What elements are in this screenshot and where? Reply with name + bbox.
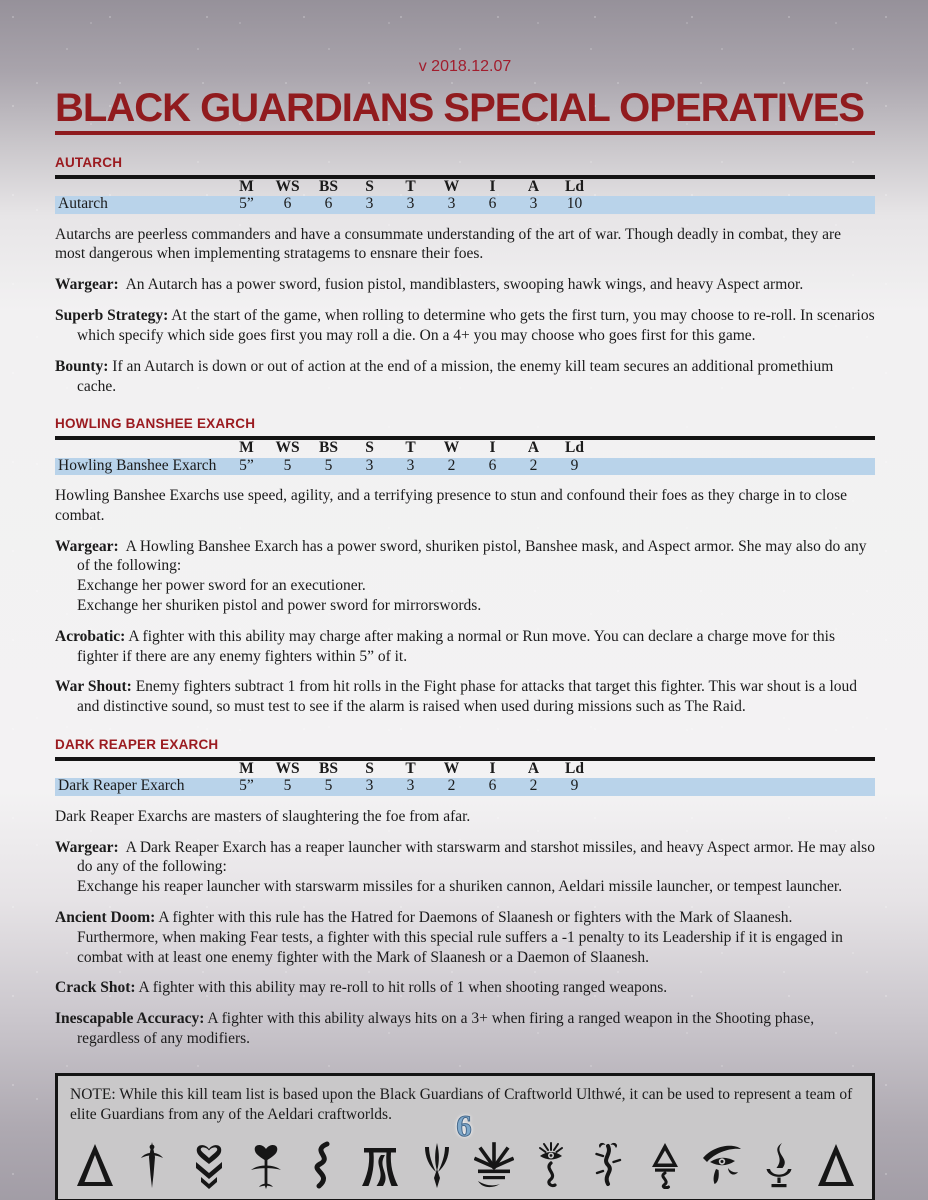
ability-text: A fighter with this ability may charge after making a normal or Run move. You can declare a charge move for this fighter if there are any enemy fighters within 5” of it. bbox=[77, 627, 835, 665]
stat-header-row bbox=[55, 177, 875, 196]
col-header: Ld bbox=[565, 760, 584, 778]
ability-label: Crack Shot: bbox=[55, 979, 136, 997]
rune-spirit-sword-icon bbox=[132, 1141, 172, 1189]
rune-flame-serpent-icon bbox=[303, 1141, 343, 1189]
col-header: M bbox=[239, 439, 254, 457]
stat-table-howling-banshee bbox=[55, 436, 875, 475]
wargear-option: Exchange her power sword for an executioner. bbox=[77, 577, 366, 595]
fighter-name: Autarch bbox=[55, 196, 226, 213]
col-header: S bbox=[365, 439, 374, 457]
col-header: T bbox=[405, 439, 416, 457]
stat-cell: 5 bbox=[308, 458, 349, 475]
col-header: BS bbox=[319, 439, 338, 457]
stat-cell: 5” bbox=[226, 196, 267, 213]
rune-heart-ankh-icon bbox=[246, 1141, 286, 1189]
ability-label: Wargear: bbox=[55, 537, 119, 555]
col-header: Ld bbox=[565, 178, 584, 195]
stat-cell: 9 bbox=[554, 778, 595, 795]
rune-radiant-eye-icon bbox=[531, 1141, 571, 1189]
section-intro: Howling Banshee Exarchs use speed, agility, and a terrifying presence to stun and confound their foes as they charge in to close combat. bbox=[55, 486, 847, 524]
wargear-option: Exchange her shuriken pistol and power sword for mirrorswords. bbox=[77, 597, 482, 614]
section-header: HOWLING BANSHEE EXARCH bbox=[55, 416, 256, 432]
page-title: BLACK GUARDIANS SPECIAL OPERATIVES bbox=[55, 88, 875, 135]
section-intro: Dark Reaper Exarchs are masters of slaughtering the foe from afar. bbox=[55, 807, 471, 825]
rune-claw-icon bbox=[417, 1141, 457, 1189]
stat-cell: 3 bbox=[390, 458, 431, 475]
col-header: W bbox=[443, 178, 460, 195]
ability-text: At the start of the game, when rolling to determine who gets the first turn, you may choose to re-roll. In scenarios which specify which side goes first you may roll a die. On a 4+ you may choose who goes first for this game. bbox=[77, 307, 875, 344]
rune-serpent-triangle-icon bbox=[645, 1141, 685, 1189]
ability-wargear bbox=[55, 838, 875, 897]
col-header: W bbox=[443, 760, 460, 778]
section-header: DARK REAPER EXARCH bbox=[55, 737, 219, 753]
ability-ancient-doom bbox=[55, 908, 875, 967]
stat-cell: 6 bbox=[472, 458, 513, 475]
stat-cell: 3 bbox=[390, 196, 431, 213]
ability-text: An Autarch has a power sword, fusion pistol, mandiblasters, swooping hawk wings, and heavy Aspect armor. bbox=[125, 276, 804, 294]
col-header: A bbox=[527, 760, 540, 778]
ability-text: A fighter with this rule has the Hatred for Daemons of Slaanesh or fighters with the Mark of Slaanesh. Furthermore, when making Fear tests, a fighter with this special rule suffers a -1 penalty to its Leadership if it is engaged in combat with at least one enemy fighter with the Mark of Slaanesh or a Daemon of Slaanesh. bbox=[77, 908, 843, 966]
col-header: T bbox=[405, 760, 416, 778]
stat-cell: 3 bbox=[390, 778, 431, 795]
stat-table-autarch bbox=[55, 175, 875, 214]
section-header: AUTARCH bbox=[55, 155, 123, 170]
ability-label: War Shout: bbox=[55, 678, 132, 696]
ability-wargear bbox=[55, 537, 875, 616]
col-header: BS bbox=[319, 178, 338, 195]
ability-label: Acrobatic: bbox=[55, 627, 126, 645]
stat-col-spacer bbox=[55, 177, 226, 196]
stat-cell: 5” bbox=[226, 778, 267, 795]
stat-cell: 5 bbox=[308, 778, 349, 795]
ability-acrobatic bbox=[55, 627, 875, 667]
note-text: NOTE: While this kill team list is based upon the Black Guardians of Craftworld Ulthwé, it can be used to represent a team of elite Guardians from any of the Aeldari craftworlds. bbox=[70, 1085, 853, 1124]
ability-wargear bbox=[55, 275, 875, 295]
page-content bbox=[55, 0, 875, 1200]
ability-label: Wargear: bbox=[55, 838, 119, 856]
ability-bounty bbox=[55, 357, 875, 397]
ability-text: A fighter with this ability may re-roll to hit rolls of 1 when shooting ranged weapons. bbox=[138, 979, 668, 997]
stat-data-row bbox=[55, 778, 875, 795]
ability-label: Bounty: bbox=[55, 357, 109, 375]
ability-label: Wargear: bbox=[55, 276, 119, 294]
stat-cell: 3 bbox=[431, 196, 472, 213]
stat-cell: 2 bbox=[431, 458, 472, 475]
col-header: I bbox=[489, 439, 496, 457]
ability-text: A Dark Reaper Exarch has a reaper launcher with starswarm and starshot missiles, and heavy Aspect armor. He may also do any of the following: bbox=[77, 838, 875, 876]
ability-text: A fighter with this ability always hits on a 3+ when firing a ranged weapon in the Shooting phase, regardless of any modifiers. bbox=[77, 1010, 815, 1048]
stat-data-row bbox=[55, 196, 875, 213]
col-header: WS bbox=[275, 178, 300, 195]
col-header: T bbox=[405, 178, 416, 195]
rune-triangle-icon bbox=[816, 1141, 856, 1189]
stat-cell: 3 bbox=[349, 458, 390, 475]
section-autarch bbox=[55, 155, 875, 396]
stat-cell: 10 bbox=[554, 196, 595, 213]
col-header: WS bbox=[275, 439, 300, 457]
stat-header-row bbox=[55, 438, 875, 457]
stat-cell: 3 bbox=[349, 196, 390, 213]
ability-text: If an Autarch is down or out of action at the end of a mission, the enemy kill team secures an additional promethium cache. bbox=[77, 357, 834, 395]
col-header: M bbox=[239, 178, 254, 195]
ability-inescapable-accuracy bbox=[55, 1009, 875, 1049]
col-header: BS bbox=[319, 760, 338, 778]
section-intro: Autarchs are peerless commanders and have a consummate understanding of the art of war. Though deadly in combat, they are most dangerous when implementing stratagems to ensnare their foes. bbox=[55, 225, 842, 263]
wargear-option: Exchange his reaper launcher with starswarm missiles for a shuriken cannon, Aeldari missile launcher, or tempest launcher. bbox=[77, 878, 843, 896]
stat-cell: 5” bbox=[226, 458, 267, 475]
section-howling-banshee-exarch bbox=[55, 416, 875, 717]
ability-label: Ancient Doom: bbox=[55, 908, 156, 926]
stat-cell: 2 bbox=[431, 778, 472, 795]
stat-cell: 3 bbox=[513, 196, 554, 213]
col-header: W bbox=[443, 439, 460, 457]
col-header: A bbox=[527, 178, 540, 195]
stat-cell: 2 bbox=[513, 778, 554, 795]
rune-rising-sun-icon bbox=[474, 1141, 514, 1189]
ability-crack-shot bbox=[55, 978, 875, 998]
ability-text: A Howling Banshee Exarch has a power sword, shuriken pistol, Banshee mask, and Aspect armor. She may also do any of the following: bbox=[77, 537, 867, 575]
rune-triangle-icon bbox=[75, 1141, 115, 1189]
stat-cell: 6 bbox=[267, 196, 308, 213]
col-header: I bbox=[489, 178, 496, 195]
stat-cell: 9 bbox=[554, 458, 595, 475]
stat-cell: 2 bbox=[513, 458, 554, 475]
rune-gate-icon bbox=[360, 1141, 400, 1189]
rune-scorpion-icon bbox=[588, 1141, 628, 1189]
stat-cell: 6 bbox=[472, 196, 513, 213]
col-header: M bbox=[239, 760, 254, 778]
stat-header-row bbox=[55, 759, 875, 778]
col-header: Ld bbox=[565, 439, 584, 457]
fighter-name: Howling Banshee Exarch bbox=[55, 458, 226, 475]
col-header: I bbox=[489, 760, 496, 778]
rune-sacred-flame-icon bbox=[759, 1141, 799, 1189]
col-header: S bbox=[365, 178, 374, 195]
section-dark-reaper-exarch bbox=[55, 737, 875, 1049]
fighter-name: Dark Reaper Exarch bbox=[55, 778, 226, 795]
col-header: A bbox=[527, 439, 540, 457]
stat-cell: 6 bbox=[472, 778, 513, 795]
version-label: v 2018.12.07 bbox=[418, 58, 512, 75]
page-number: 6 bbox=[456, 1108, 472, 1143]
stat-cell: 5 bbox=[267, 778, 308, 795]
ability-text: Enemy fighters subtract 1 from hit rolls in the Fight phase for attacks that target this fighter. This war shout is a loud and distinctive sound, so must test to see if the alarm is raised when used during missions such as The Raid. bbox=[77, 678, 858, 716]
stat-cell: 6 bbox=[308, 196, 349, 213]
stat-table-dark-reaper bbox=[55, 757, 875, 796]
rune-eye-of-ulthwe-icon bbox=[702, 1141, 742, 1189]
col-header: WS bbox=[275, 760, 300, 778]
rune-biel-tan-heart-icon bbox=[189, 1141, 229, 1189]
stat-cell: 5 bbox=[267, 458, 308, 475]
ability-war-shout bbox=[55, 677, 875, 717]
stat-cell: 3 bbox=[349, 778, 390, 795]
col-header: S bbox=[365, 760, 374, 778]
ability-superb-strategy bbox=[55, 306, 875, 346]
ability-label: Inescapable Accuracy: bbox=[55, 1010, 205, 1028]
stat-data-row bbox=[55, 458, 875, 475]
ability-label: Superb Strategy: bbox=[55, 307, 169, 325]
